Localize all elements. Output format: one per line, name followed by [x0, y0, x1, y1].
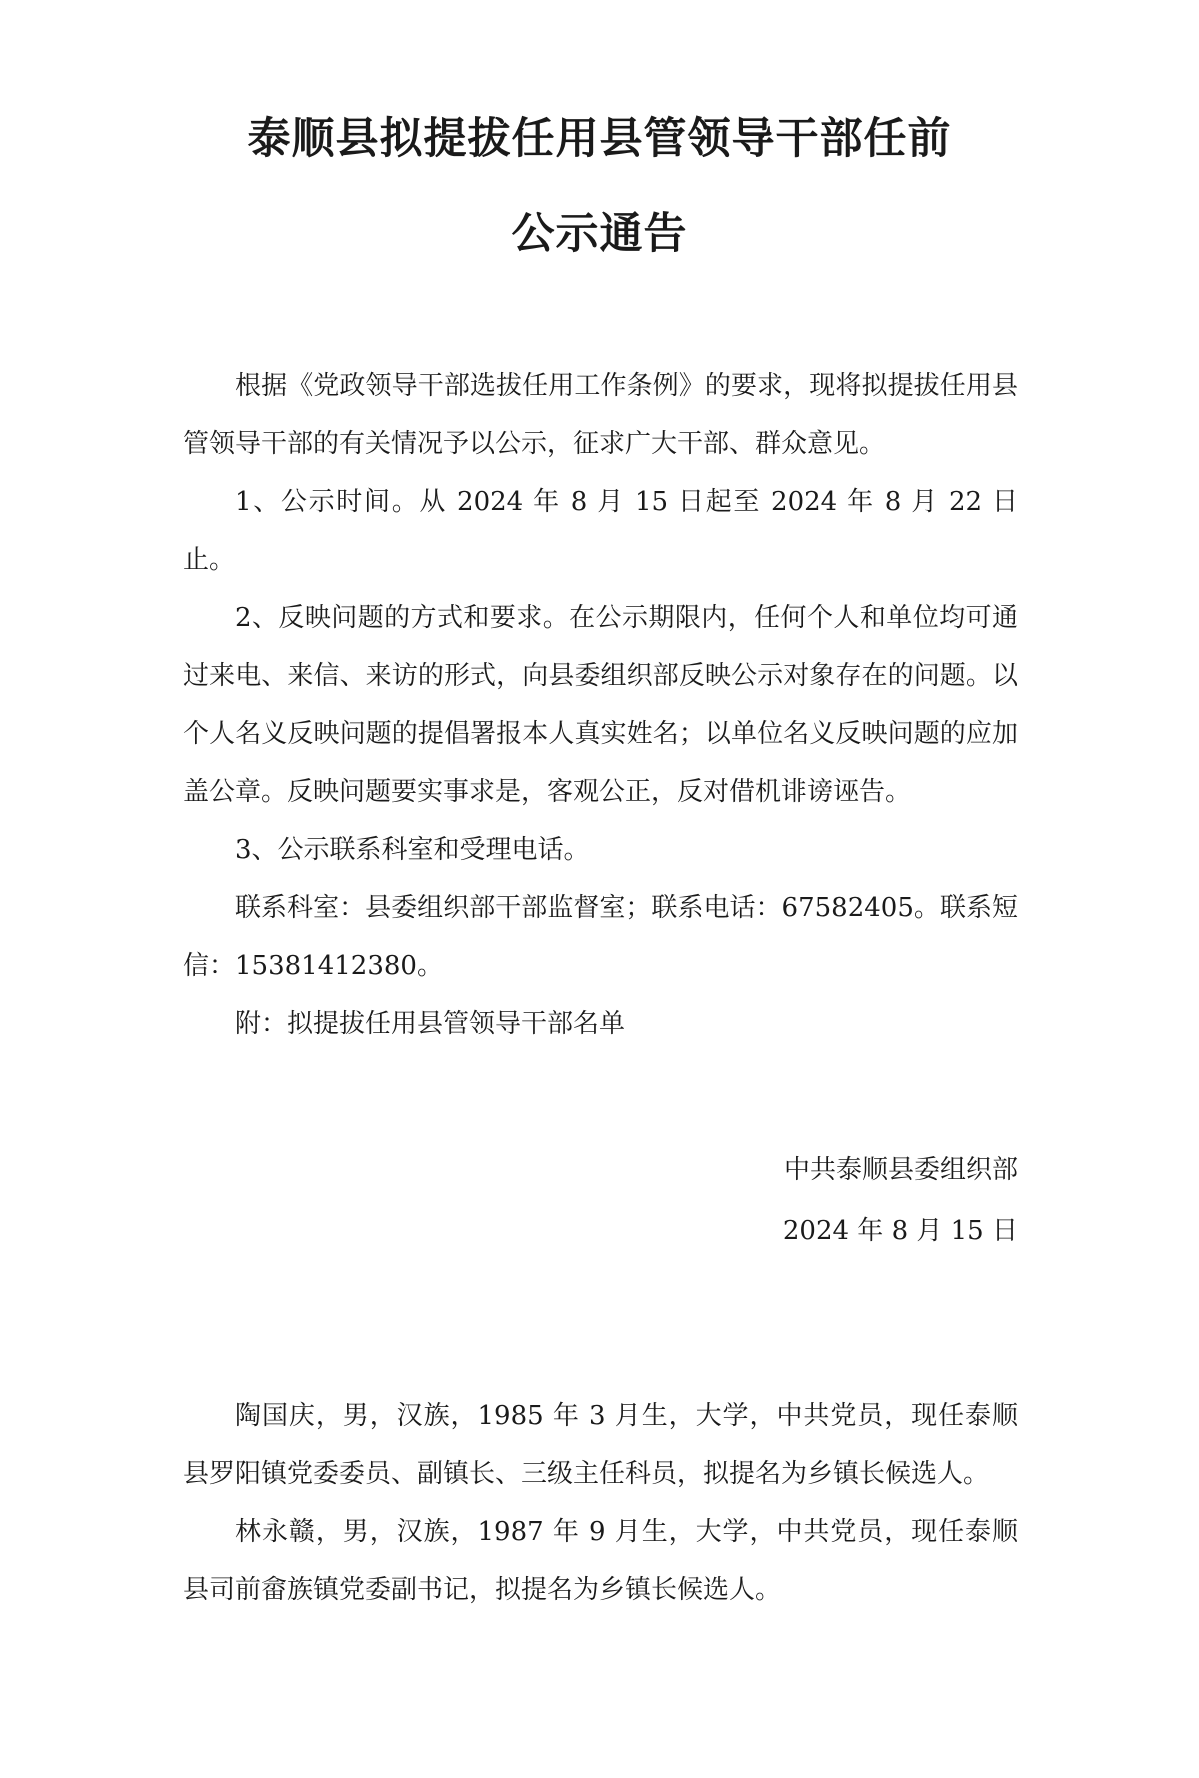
document-title-line1: 泰顺县拟提拔任用县管领导干部任前: [247, 114, 952, 164]
document-title-line2: 公示通告: [511, 209, 688, 259]
publicity-period-paragraph: 1、公示时间。从 2024 年 8 月 15 日起至 2024 年 8 月 22 日止。: [183, 487, 1018, 575]
reporting-method-paragraph: 2、反映问题的方式和要求。在公示期限内，任何个人和单位均可通过来电、来信、来访的形式，向县委组织部反映公示对象存在的问题。以个人名义反映问题的提倡署报本人真实姓名；以单位名义反映问题的应加盖公章。反映问题要实事求是，客观公正，反对借机诽谤诬告。: [183, 603, 1018, 807]
candidate-list: [183, 1387, 1018, 1619]
candidate-entry: 林永赣，男，汉族，1987 年 9 月生，大学，中共党员，现任泰顺县司前畲族镇党委副书记，拟提名为乡镇长候选人。: [183, 1517, 1018, 1605]
issuer-organization: 中共泰顺县委组织部: [783, 1155, 1018, 1185]
contact-heading-paragraph: 3、公示联系科室和受理电话。: [235, 835, 590, 865]
contact-info-paragraph: 联系科室：县委组织部干部监督室；联系电话：67582405。联系短信：15381412380。: [183, 893, 1018, 981]
intro-paragraph: 根据《党政领导干部选拔任用工作条例》的要求，现将拟提拔任用县管领导干部的有关情况予以公示，征求广大干部、群众意见。: [183, 371, 1018, 459]
issue-date: 2024 年 8 月 15 日: [782, 1216, 1018, 1246]
attachment-note: 附：拟提拔任用县管领导干部名单: [235, 1009, 626, 1039]
notice-body: [183, 357, 1018, 1053]
candidate-entry: 陶国庆，男，汉族，1985 年 3 月生，大学，中共党员，现任泰顺县罗阳镇党委委员、副镇长、三级主任科员，拟提名为乡镇长候选人。: [183, 1401, 1018, 1489]
